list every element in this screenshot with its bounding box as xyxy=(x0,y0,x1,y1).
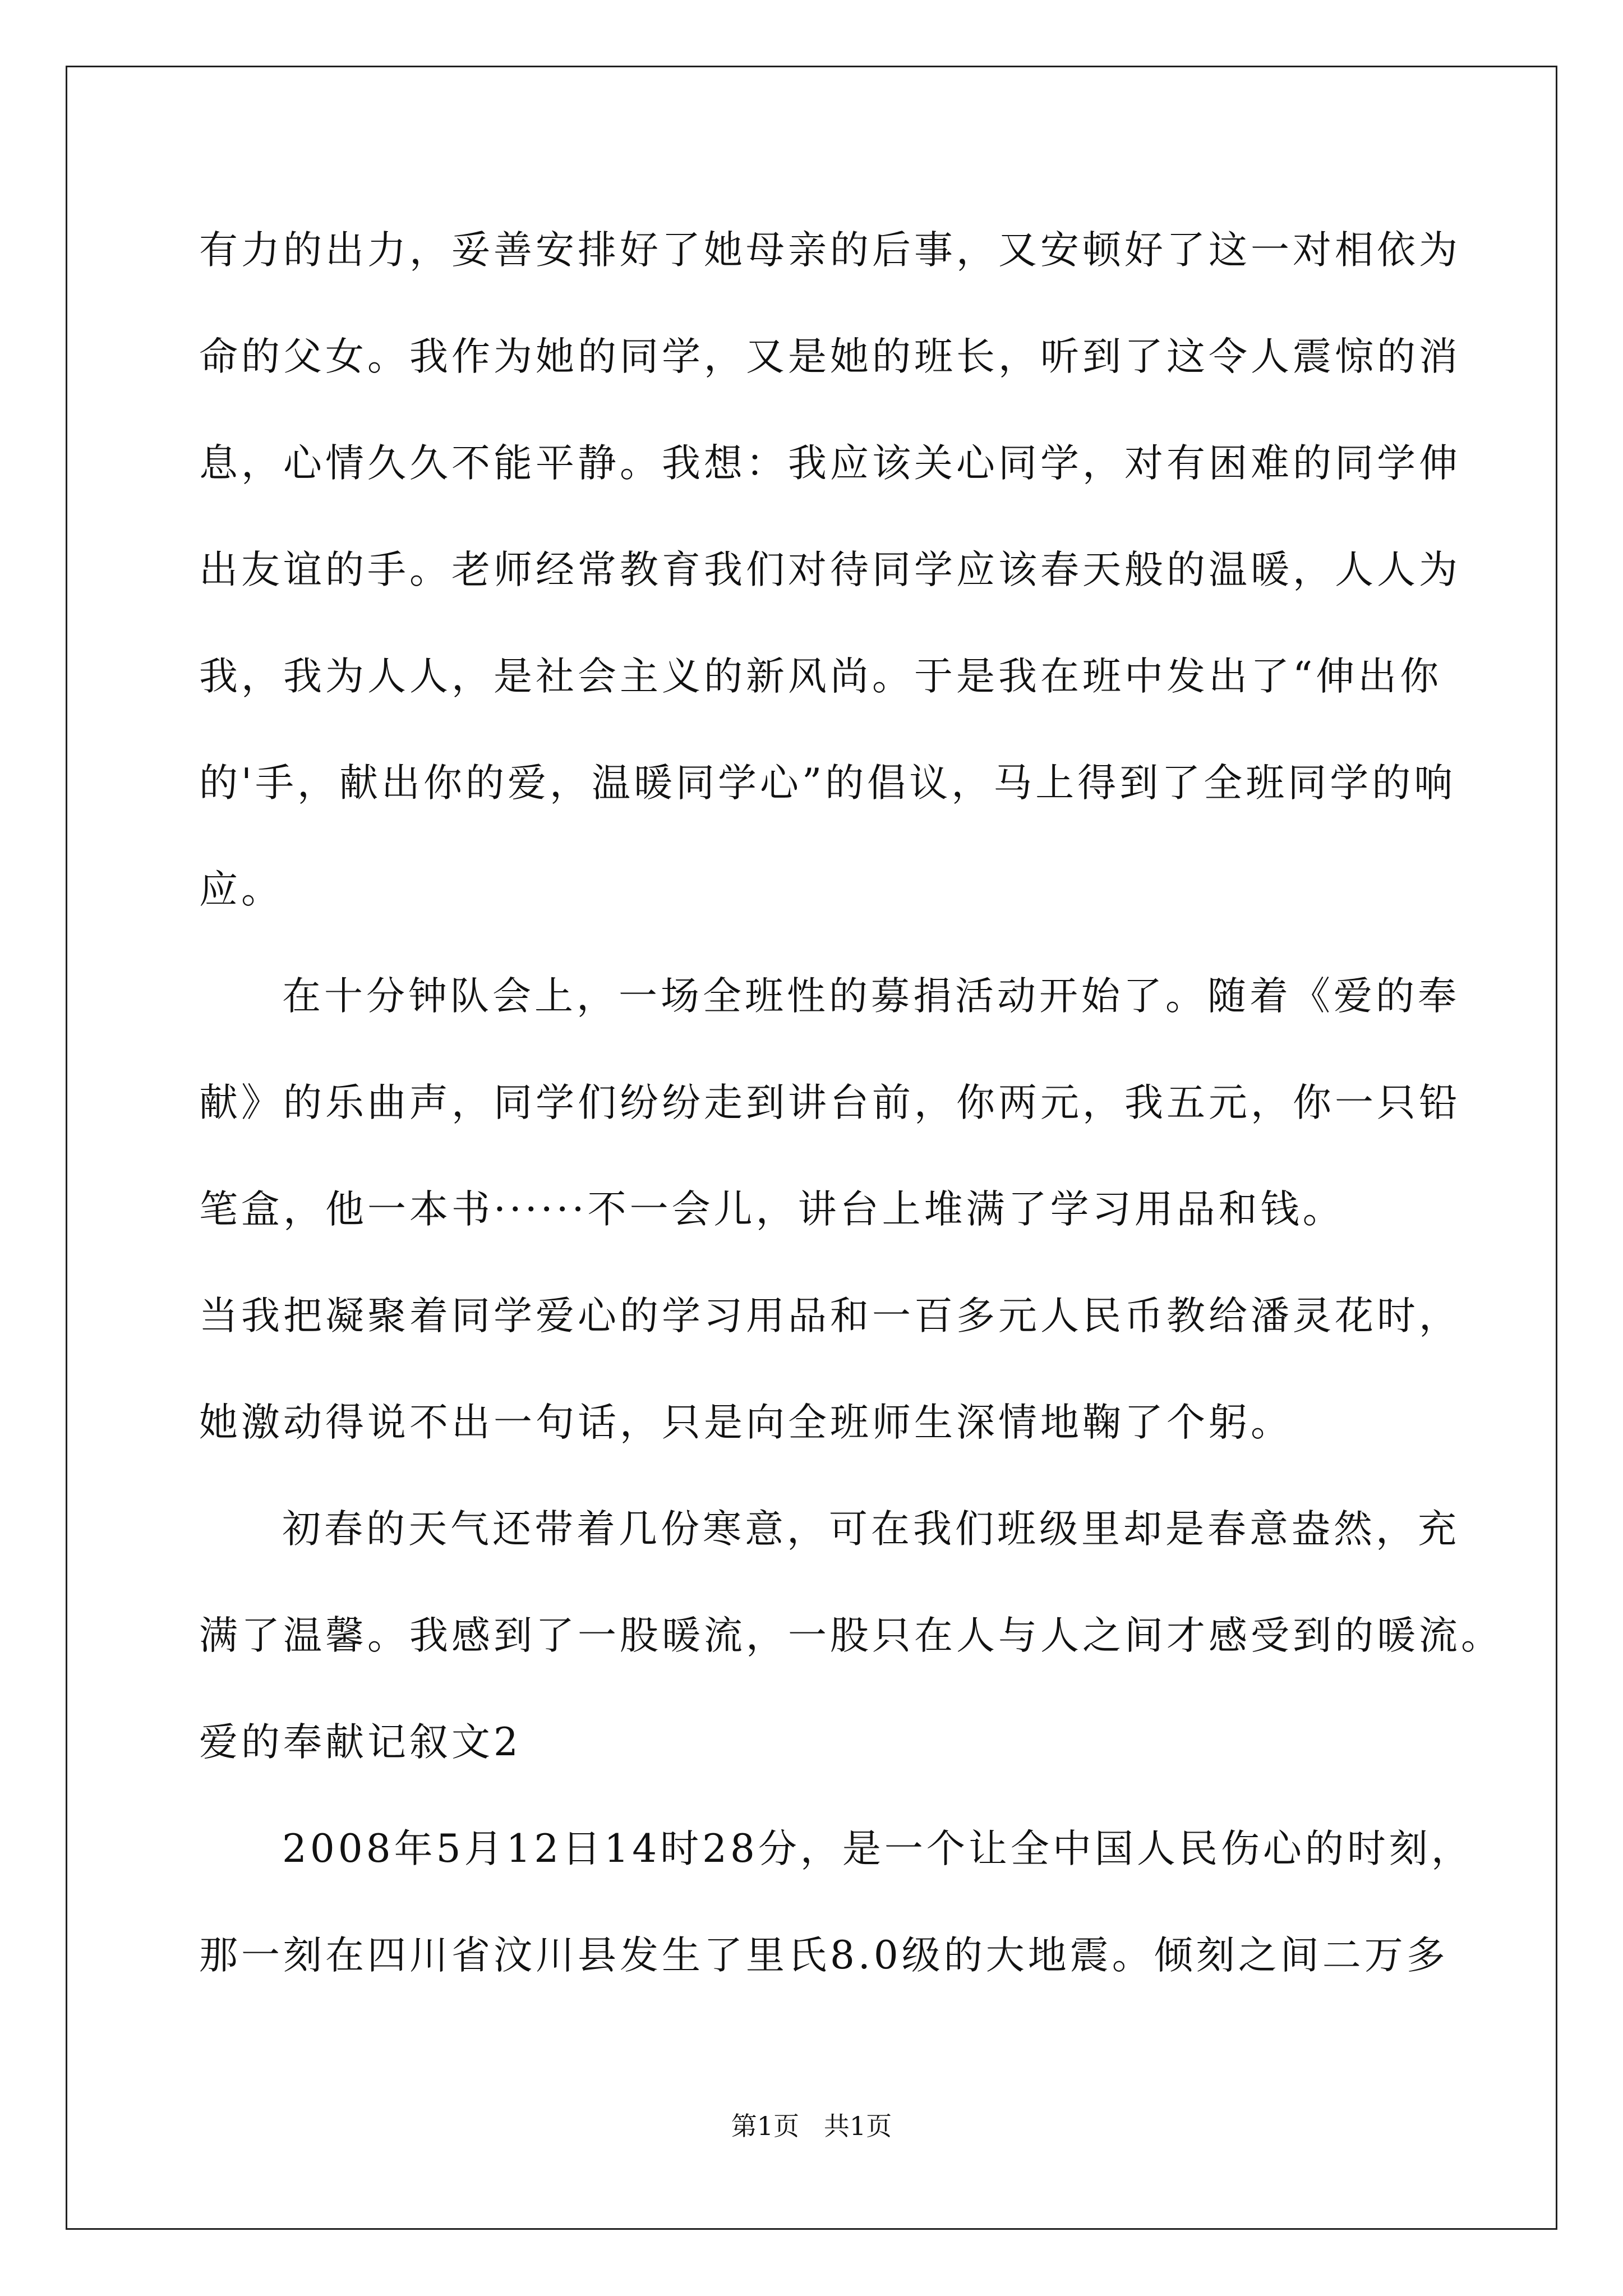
text-line: 那一刻在四川省汶川县发生了里氏8.0级的大地震。倾刻之间二万多 xyxy=(199,1933,1449,1978)
text-line: 有力的出力，妥善安排好了她母亲的后事，又安顿好了这一对相依为 xyxy=(199,228,1461,273)
text-line: 献》的乐曲声，同学们纷纷走到讲台前，你两元，我五元，你一只铅 xyxy=(199,1080,1461,1125)
section-heading: 爱的奉献记叙文2 xyxy=(199,1720,522,1765)
text-line: 笔盒，他一本书······不一会儿，讲台上堆满了学习用品和钱。 xyxy=(199,1187,1345,1232)
text-line: 在十分钟队会上，一场全班性的募捐活动开始了。随着《爱的奉 xyxy=(282,974,1460,1019)
text-line: 初春的天气还带着几份寒意，可在我们班级里却是春意盎然，充 xyxy=(282,1507,1460,1552)
text-line: 当我把凝聚着同学爱心的学习用品和一百多元人民币教给潘灵花时， xyxy=(199,1294,1461,1338)
page-footer: 第1页 共1页 xyxy=(731,2111,892,2141)
text-line: 应。 xyxy=(199,867,283,912)
text-line: 的'手，献出你的爱，温暖同学心”的倡议，马上得到了全班同学的响 xyxy=(199,761,1456,806)
document-body xyxy=(199,217,1503,2028)
text-line: 我，我为人人，是社会主义的新风尚。于是我在班中发出了“伸出你 xyxy=(199,654,1442,699)
text-line: 出友谊的手。老师经常教育我们对待同学应该春天般的温暖，人人为 xyxy=(199,547,1461,592)
text-line: 2008年5月12日14时28分，是一个让全中国人民伤心的时刻， xyxy=(282,1826,1473,1871)
text-line: 满了温馨。我感到了一股暖流，一股只在人与人之间才感受到的暖流。 xyxy=(199,1613,1503,1658)
text-line: 她激动得说不出一句话，只是向全班师生深情地鞠了个躬。 xyxy=(199,1400,1293,1445)
text-line: 命的父女。我作为她的同学，又是她的班长，听到了这令人震惊的消 xyxy=(199,334,1461,379)
text-line: 息，心情久久不能平静。我想：我应该关心同学，对有困难的同学伸 xyxy=(199,441,1461,486)
